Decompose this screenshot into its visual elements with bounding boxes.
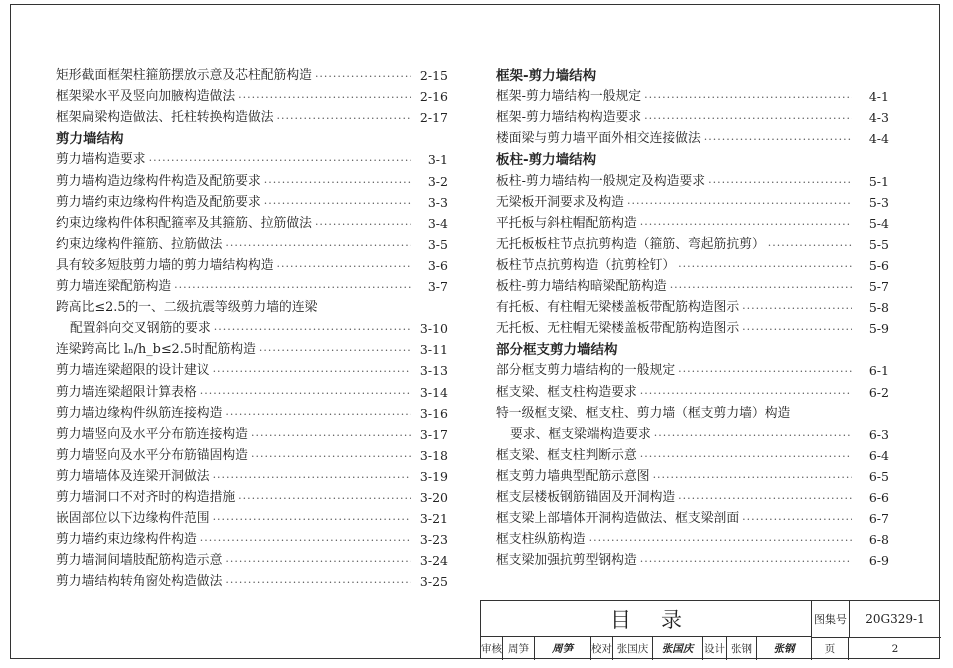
toc-entry-title: 具有较多短肢剪力墙的剪力墙结构构造 xyxy=(56,257,274,273)
dot-leader xyxy=(149,154,411,168)
toc-entry xyxy=(496,485,889,506)
toc-entry xyxy=(56,168,448,189)
toc-entry-title: 剪力墙连梁配筋构造 xyxy=(56,279,172,295)
toc-entry-title: 剪力墙构造要求 xyxy=(56,152,146,168)
dot-leader xyxy=(644,91,852,105)
toc-entry-title: 特一级框支梁、框支柱、剪力墙（框支剪力墙）构造 xyxy=(496,405,791,421)
toc-entry-page: 3-18 xyxy=(419,447,448,463)
toc-entry-page: 6-9 xyxy=(868,553,889,569)
toc-entry xyxy=(56,506,448,527)
toc-entry-title: 剪力墙竖向及水平分布筋锚固构造 xyxy=(56,447,248,463)
toc-entry-title: 约束边缘构件箍筋、拉筋做法 xyxy=(56,236,223,252)
toc-entry-page: 5-3 xyxy=(868,194,889,210)
toc-entry xyxy=(56,211,448,232)
toc-entry-title: 框支梁上部墙体开洞构造做法、框支梁剖面 xyxy=(496,511,740,527)
dot-leader xyxy=(214,323,411,337)
toc-entry-page: 2-16 xyxy=(419,89,448,105)
toc-entry-page: 2-17 xyxy=(419,110,448,126)
toc-entry xyxy=(496,190,889,211)
toc-entry-page: 5-8 xyxy=(868,300,889,316)
toc-entry-page: 6-7 xyxy=(868,511,889,527)
dot-leader xyxy=(670,281,852,295)
dot-leader xyxy=(640,450,852,464)
toc-entry-title: 框架-剪力墙结构构造要求 xyxy=(496,110,642,126)
toc-entry-title: 有托板、有柱帽无梁楼盖板带配筋构造图示 xyxy=(496,300,740,316)
toc-entry-page: 3-13 xyxy=(419,363,448,379)
title-block xyxy=(480,600,940,659)
toc-entry-page: 5-6 xyxy=(868,257,889,273)
toc-entry-page: 3-17 xyxy=(419,426,448,442)
toc-entry-title: 要求、框支梁端构造要求 xyxy=(510,426,651,442)
toc-entry-page: 6-3 xyxy=(868,426,889,442)
dot-leader xyxy=(742,513,852,527)
toc-entry-title: 框支柱纵筋构造 xyxy=(496,532,586,548)
toc-entry-title: 框架梁水平及竖向加腋构造做法 xyxy=(56,89,236,105)
toc-entry-page: 6-1 xyxy=(868,363,889,379)
toc-entry-title: 板柱-剪力墙结构暗梁配筋构造 xyxy=(496,279,667,295)
toc-entry-page: 3-6 xyxy=(427,257,448,273)
toc-entry-page: 4-3 xyxy=(868,110,889,126)
toc-entry xyxy=(496,379,889,400)
section-heading xyxy=(496,63,889,84)
toc-entry xyxy=(56,337,448,358)
toc-entry-title: 剪力墙连梁超限的设计建议 xyxy=(56,363,210,379)
toc-entry-title: 剪力墙约束边缘构件构造及配筋要求 xyxy=(56,194,261,210)
toc-entry-title: 矩形截面框架柱箍筋摆放示意及芯柱配筋构造 xyxy=(56,68,312,84)
dot-leader xyxy=(225,408,411,422)
toc-entry xyxy=(56,295,448,316)
toc-entry xyxy=(56,190,448,211)
toc-entry-title: 嵌固部位以下边缘构件范围 xyxy=(56,511,210,527)
toc-entry-page: 5-9 xyxy=(868,321,889,337)
review-signature: 周笋 xyxy=(535,637,591,660)
toc-entry xyxy=(496,316,889,337)
dot-leader xyxy=(277,112,411,126)
dot-leader xyxy=(654,429,852,443)
toc-entry xyxy=(56,84,448,105)
toc-entry xyxy=(56,379,448,400)
dot-leader xyxy=(213,471,411,485)
toc-entry xyxy=(496,464,889,485)
toc-entry xyxy=(496,274,889,295)
dot-leader xyxy=(627,197,852,211)
dot-leader xyxy=(264,176,411,190)
toc-entry-page: 3-25 xyxy=(419,574,448,590)
page-label: 页 xyxy=(812,637,849,660)
toc-entry xyxy=(496,232,889,253)
toc-entry xyxy=(56,485,448,506)
dot-leader xyxy=(315,70,411,84)
toc-entry-page: 5-4 xyxy=(868,215,889,231)
dot-leader xyxy=(678,365,852,379)
toc-entry-title: 无梁板开洞要求及构造 xyxy=(496,194,624,210)
dot-leader xyxy=(742,323,852,337)
toc-entry-page: 3-10 xyxy=(419,321,448,337)
toc-entry-title: 剪力墙洞间墙肢配筋构造示意 xyxy=(56,553,223,569)
toc-entry-page: 3-5 xyxy=(427,236,448,252)
toc-entry xyxy=(56,105,448,126)
dot-leader xyxy=(640,218,852,232)
toc-entry xyxy=(56,401,448,422)
toc-entry xyxy=(56,358,448,379)
dot-leader xyxy=(678,492,852,506)
toc-entry-title: 剪力墙约束边缘构件构造 xyxy=(56,532,197,548)
section-heading xyxy=(56,126,448,147)
toc-entry xyxy=(496,548,889,569)
toc-entry xyxy=(56,569,448,590)
toc-entry-page: 5-7 xyxy=(868,279,889,295)
toc-entry xyxy=(56,147,448,168)
toc-entry xyxy=(496,126,889,147)
toc-entry-page: 3-1 xyxy=(427,152,448,168)
toc-entry-title: 框支梁、框支柱判断示意 xyxy=(496,447,637,463)
toc-entry-title: 连梁跨高比 lₙ/h_b≤2.5时配筋构造 xyxy=(56,342,256,358)
toc-entry-page: 3-19 xyxy=(419,468,448,484)
dot-leader xyxy=(213,365,411,379)
toc-entry-page: 3-4 xyxy=(427,215,448,231)
toc-entry-title: 约束边缘构件体积配箍率及其箍筋、拉筋做法 xyxy=(56,215,312,231)
toc-entry-page: 5-1 xyxy=(868,173,889,189)
toc-entry xyxy=(496,358,889,379)
check-signature: 张国庆 xyxy=(653,637,703,660)
toc-entry-page: 3-2 xyxy=(427,173,448,189)
toc-entry-page: 3-3 xyxy=(427,194,448,210)
dot-leader xyxy=(653,471,852,485)
toc-entry-page: 4-4 xyxy=(868,131,889,147)
toc-entry-title: 跨高比≤2.5的一、二级抗震等级剪力墙的连梁 xyxy=(56,300,318,316)
toc-entry-title: 框架扁梁构造做法、托柱转换构造做法 xyxy=(56,110,274,126)
atlas-number-value: 20G329-1 xyxy=(849,601,941,638)
toc-entry-page: 3-11 xyxy=(419,342,448,358)
toc-entry-title: 无托板板柱节点抗剪构造（箍筋、弯起筋抗剪） xyxy=(496,236,765,252)
toc-entry xyxy=(496,168,889,189)
toc-entry-title: 剪力墙连梁超限计算表格 xyxy=(56,384,197,400)
dot-leader xyxy=(225,576,411,590)
dot-leader xyxy=(708,176,852,190)
toc-entry-page: 3-14 xyxy=(419,384,448,400)
dot-leader xyxy=(704,133,852,147)
toc-entry xyxy=(496,401,889,422)
toc-entry xyxy=(56,464,448,485)
toc-entry-title: 剪力墙洞口不对齐时的构造措施 xyxy=(56,489,236,505)
toc-left-column xyxy=(56,63,448,590)
toc-entry xyxy=(496,506,889,527)
section-heading xyxy=(496,147,889,168)
toc-entry xyxy=(56,63,448,84)
dot-leader xyxy=(200,387,411,401)
dot-leader xyxy=(225,555,411,569)
toc-entry-page: 6-2 xyxy=(868,384,889,400)
toc-entry xyxy=(496,295,889,316)
toc-entry-title: 框支梁加强抗剪型钢构造 xyxy=(496,553,637,569)
section-heading-text: 部分框支剪力墙结构 xyxy=(496,342,618,359)
dot-leader xyxy=(251,450,411,464)
toc-entry xyxy=(56,422,448,443)
toc-entry-title: 框支梁、框支柱构造要求 xyxy=(496,384,637,400)
dot-leader xyxy=(640,555,852,569)
toc-entry-page: 3-16 xyxy=(419,405,448,421)
dot-leader xyxy=(200,534,411,548)
toc-right-column xyxy=(496,63,889,569)
dot-leader xyxy=(238,492,411,506)
toc-entry-page: 5-5 xyxy=(868,236,889,252)
toc-entry-title: 框支剪力墙典型配筋示意图 xyxy=(496,468,650,484)
toc-entry-page: 3-21 xyxy=(419,511,448,527)
toc-entry xyxy=(56,443,448,464)
check-name: 张国庆 xyxy=(613,637,653,660)
toc-entry xyxy=(56,274,448,295)
toc-entry-title: 部分框支剪力墙结构的一般规定 xyxy=(496,363,676,379)
page-value: 2 xyxy=(891,642,899,655)
toc-entry-title: 无托板、无柱帽无梁楼盖板带配筋构造图示 xyxy=(496,321,740,337)
toc-entry-title: 剪力墙墙体及连梁开洞做法 xyxy=(56,468,210,484)
toc-entry xyxy=(496,422,889,443)
dot-leader xyxy=(259,344,411,358)
toc-entry-page: 6-4 xyxy=(868,447,889,463)
section-heading-text: 剪力墙结构 xyxy=(56,131,124,148)
section-heading-text: 框架-剪力墙结构 xyxy=(496,68,597,85)
design-label: 设计 xyxy=(703,637,727,660)
review-label: 审核 xyxy=(481,637,503,660)
toc-entry xyxy=(496,253,889,274)
dot-leader xyxy=(644,112,852,126)
toc-entry xyxy=(56,253,448,274)
toc-entry-page: 6-6 xyxy=(868,489,889,505)
dot-leader xyxy=(742,302,852,316)
dot-leader xyxy=(768,239,852,253)
dot-leader xyxy=(238,91,411,105)
toc-entry-title: 框支层楼板钢筋锚固及开洞构造 xyxy=(496,489,676,505)
toc-entry xyxy=(56,527,448,548)
toc-entry-page: 6-5 xyxy=(868,468,889,484)
dot-leader xyxy=(174,281,411,295)
toc-entry xyxy=(496,211,889,232)
toc-entry-page: 3-20 xyxy=(419,489,448,505)
toc-entry-page: 6-8 xyxy=(868,532,889,548)
dot-leader xyxy=(264,197,411,211)
check-label: 校对 xyxy=(591,637,613,660)
toc-entry xyxy=(496,527,889,548)
title-block-title: 目录 xyxy=(481,601,812,637)
toc-entry-title: 板柱节点抗剪构造（抗剪栓钉） xyxy=(496,257,676,273)
dot-leader xyxy=(225,239,411,253)
toc-entry-page: 3-23 xyxy=(419,532,448,548)
toc-entry xyxy=(56,232,448,253)
dot-leader xyxy=(213,513,411,527)
toc-entry-page: 4-1 xyxy=(868,89,889,105)
atlas-number-label: 图集号 xyxy=(812,601,850,638)
design-signature: 张钢 xyxy=(757,637,812,660)
dot-leader xyxy=(589,534,852,548)
toc-entry xyxy=(496,105,889,126)
title-block-signatures xyxy=(481,637,941,660)
section-heading-text: 板柱-剪力墙结构 xyxy=(496,152,597,169)
toc-entry xyxy=(56,548,448,569)
toc-entry-title: 剪力墙边缘构件纵筋连接构造 xyxy=(56,405,223,421)
toc-entry-title: 剪力墙结构转角窗处构造做法 xyxy=(56,574,223,590)
dot-leader xyxy=(277,260,411,274)
toc-entry-page: 2-15 xyxy=(419,68,448,84)
toc-entry xyxy=(56,316,448,337)
toc-entry-title: 框架-剪力墙结构一般规定 xyxy=(496,89,642,105)
toc-entry-title: 配置斜向交叉钢筋的要求 xyxy=(70,321,211,337)
toc-entry-title: 板柱-剪力墙结构一般规定及构造要求 xyxy=(496,173,706,189)
toc-entry-title: 剪力墙竖向及水平分布筋连接构造 xyxy=(56,426,248,442)
toc-entry-title: 剪力墙构造边缘构件构造及配筋要求 xyxy=(56,173,261,189)
toc-entry xyxy=(496,84,889,105)
section-heading xyxy=(496,337,889,358)
toc-entry xyxy=(496,443,889,464)
dot-leader xyxy=(251,429,411,443)
review-name: 周笋 xyxy=(503,637,535,660)
toc-entry-title: 平托板与斜柱帽配筋构造 xyxy=(496,215,637,231)
toc-entry-page: 3-24 xyxy=(419,553,448,569)
dot-leader xyxy=(315,218,411,232)
dot-leader xyxy=(678,260,852,274)
dot-leader xyxy=(640,387,852,401)
toc-entry-page: 3-7 xyxy=(427,279,448,295)
design-name: 张钢 xyxy=(727,637,757,660)
toc-entry-title: 楼面梁与剪力墙平面外相交连接做法 xyxy=(496,131,701,147)
